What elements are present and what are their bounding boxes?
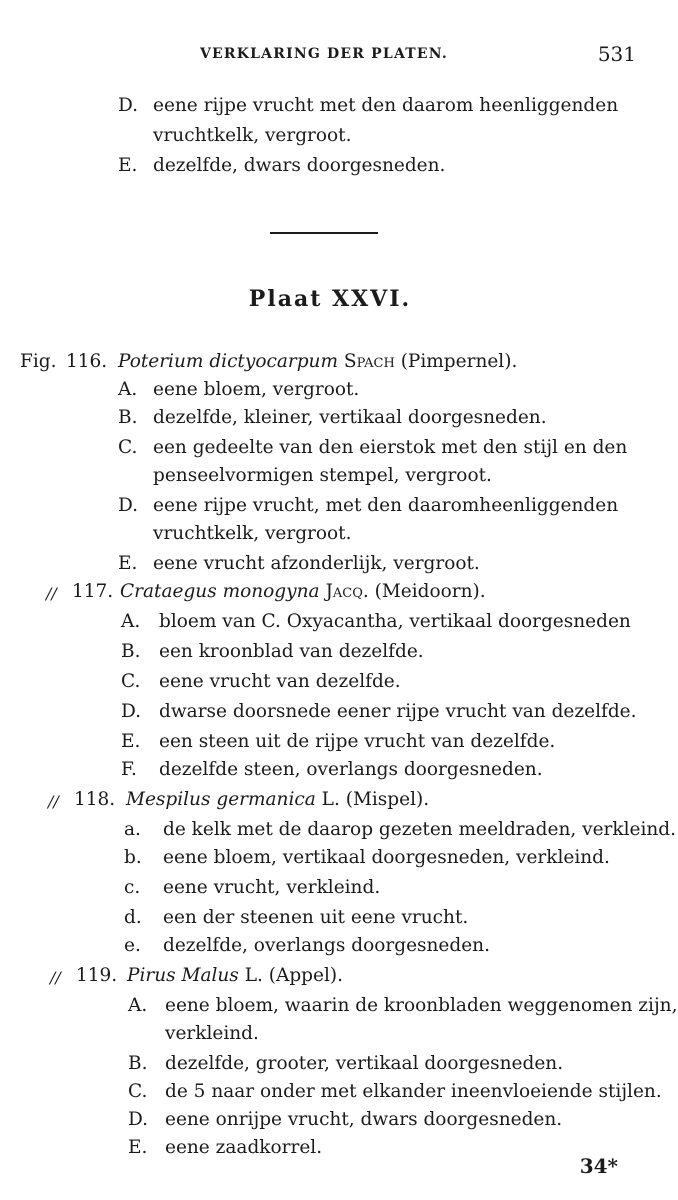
species-name: Poterium dictyocarpum xyxy=(118,351,338,372)
figure-heading xyxy=(127,964,343,988)
common-name: (Appel). xyxy=(268,965,343,986)
item-text: dezelfde, kleiner, vertikaal doorgesneden. xyxy=(153,407,547,428)
item-label: e. xyxy=(124,935,141,956)
item-label: B. xyxy=(128,1053,148,1074)
page-number: 531 xyxy=(597,42,636,66)
common-name: (Mispel). xyxy=(345,789,430,810)
item-text: dwarse doorsnede eener rijpe vrucht van dezelfde. xyxy=(159,701,637,722)
item-label: C. xyxy=(118,437,138,458)
item-text: eene bloem, vertikaal doorgesneden, verkleind. xyxy=(163,847,610,868)
figure-heading xyxy=(118,350,517,374)
ditto-mark: // xyxy=(48,792,59,811)
ditto-mark: // xyxy=(46,584,57,603)
item-text: dezelfde steen, overlangs doorgesneden. xyxy=(159,759,543,780)
item-text: een kroonblad van dezelfde. xyxy=(159,641,424,662)
ditto-mark: // xyxy=(50,968,61,987)
figure-heading xyxy=(120,580,486,604)
figure-heading xyxy=(126,788,429,812)
figure-prefix: Fig. xyxy=(20,351,57,372)
common-name: (Pimpernel). xyxy=(400,351,518,372)
item-text: een der steenen uit eene vrucht. xyxy=(163,907,469,928)
figure-number: 119. xyxy=(76,965,118,986)
divider-rule xyxy=(270,232,378,234)
common-name: (Meidoorn). xyxy=(374,581,486,602)
item-text: een steen uit de rijpe vrucht van dezelfde. xyxy=(159,731,556,752)
item-text: vruchtkelk, vergroot. xyxy=(153,125,352,146)
item-label: b. xyxy=(124,847,142,868)
item-label: D. xyxy=(118,95,139,116)
item-label: c. xyxy=(124,877,141,898)
item-text: eene onrijpe vrucht, dwars doorgesneden. xyxy=(165,1109,563,1130)
item-text: vruchtkelk, vergroot. xyxy=(153,523,352,544)
figure-number: 118. xyxy=(74,789,116,810)
species-author: Spach xyxy=(343,351,395,372)
species-author: L. xyxy=(321,789,340,810)
item-text: eene vrucht van dezelfde. xyxy=(159,671,401,692)
item-text: eene vrucht, verkleind. xyxy=(163,877,381,898)
item-text: eene zaadkorrel. xyxy=(165,1137,323,1158)
item-text: de kelk met de daarop gezeten meeldraden, verkleind. xyxy=(163,819,676,840)
item-label: A. xyxy=(121,611,141,632)
figure-number: 116. xyxy=(66,351,108,372)
item-label: D. xyxy=(118,495,139,516)
species-author: L. xyxy=(244,965,263,986)
item-label: C. xyxy=(121,671,141,692)
item-label: d. xyxy=(124,907,142,928)
item-label: F. xyxy=(121,759,137,780)
item-label: a. xyxy=(124,819,141,840)
item-text: bloem van C. Oxyacantha, vertikaal doorgesneden xyxy=(159,611,631,632)
figure-number: 117. xyxy=(72,581,114,602)
item-text: de 5 naar onder met elkander ineenvloeiende stijlen. xyxy=(165,1081,662,1102)
item-text: dezelfde, grooter, vertikaal doorgesneden. xyxy=(165,1053,564,1074)
item-label: B. xyxy=(118,407,138,428)
item-text: verkleind. xyxy=(165,1023,259,1044)
plate-title: Plaat XXVI. xyxy=(248,286,412,312)
item-label: B. xyxy=(121,641,141,662)
item-label: E. xyxy=(118,155,138,176)
item-label: E. xyxy=(118,553,138,574)
item-text: eene bloem, vergroot. xyxy=(153,379,360,400)
item-text: dezelfde, dwars doorgesneden. xyxy=(153,155,446,176)
item-label: C. xyxy=(128,1081,148,1102)
species-author: Jacq. xyxy=(325,581,369,602)
species-name: Pirus Malus xyxy=(127,965,239,986)
item-label: D. xyxy=(121,701,142,722)
item-label: D. xyxy=(128,1109,149,1130)
item-text: penseelvormigen stempel, vergroot. xyxy=(153,465,492,486)
species-name: Crataegus monogyna xyxy=(120,581,320,602)
item-text: eene bloem, waarin de kroonbladen weggenomen zijn, xyxy=(165,995,678,1016)
item-text: dezelfde, overlangs doorgesneden. xyxy=(163,935,490,956)
running-title: VERKLARING DER PLATEN. xyxy=(200,46,448,62)
item-label: E. xyxy=(128,1137,148,1158)
item-label: A. xyxy=(118,379,138,400)
item-label: A. xyxy=(128,995,148,1016)
item-text: eene vrucht afzonderlijk, vergroot. xyxy=(153,553,480,574)
item-text: eene rijpe vrucht, met den daaromheenliggenden xyxy=(153,495,619,516)
signature-mark: 34* xyxy=(579,1154,618,1178)
species-name: Mespilus germanica xyxy=(126,789,316,810)
item-text: een gedeelte van den eierstok met den stijl en den xyxy=(153,437,628,458)
item-label: E. xyxy=(121,731,141,752)
item-text: eene rijpe vrucht met den daarom heenliggenden xyxy=(153,95,619,116)
